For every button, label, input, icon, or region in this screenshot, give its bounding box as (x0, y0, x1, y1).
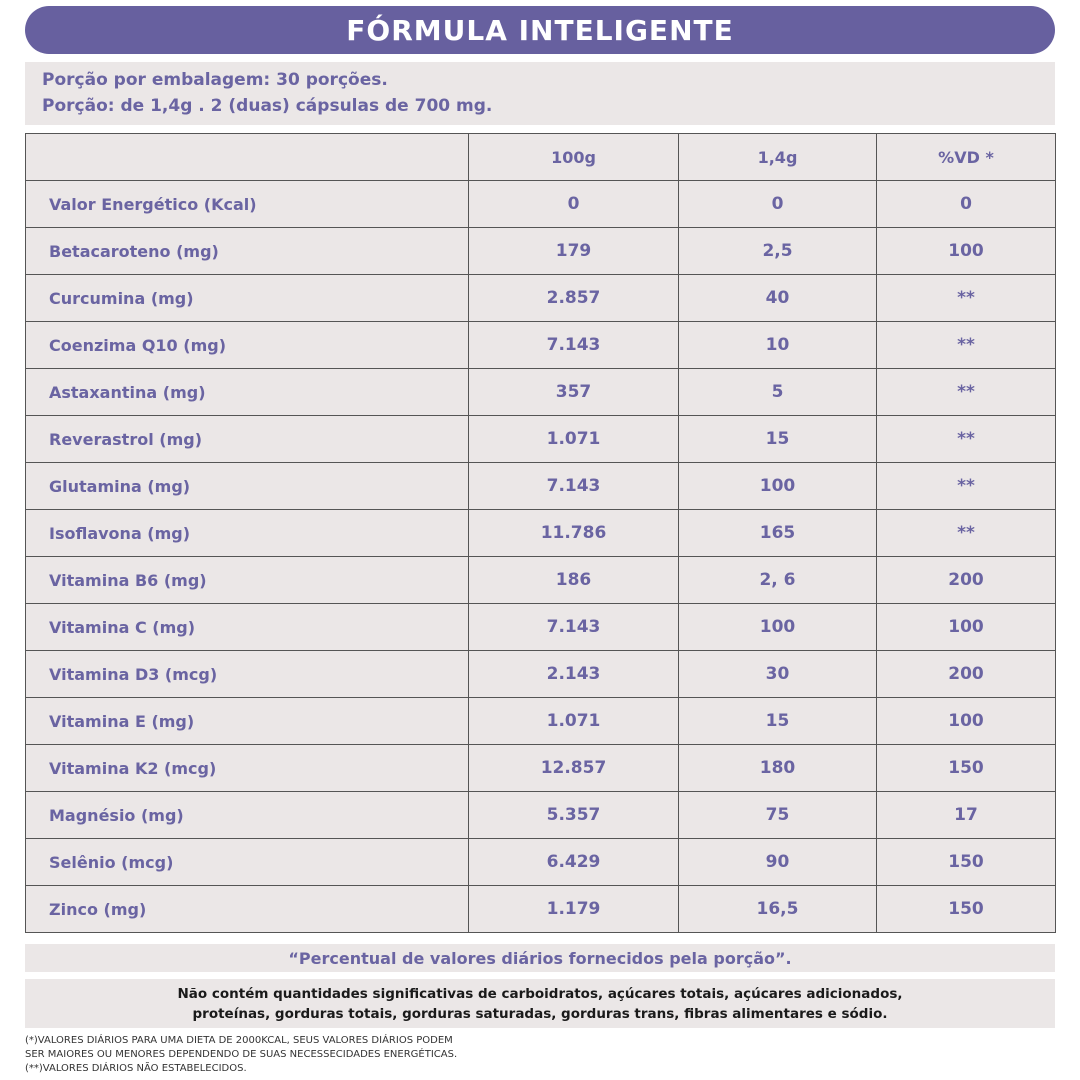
value-vd: 100 (877, 604, 1056, 651)
nutrient-name: Vitamina B6 (mg) (26, 557, 469, 604)
table-row (26, 698, 1056, 745)
serving-info (25, 62, 1055, 125)
value-per-serving: 2, 6 (679, 557, 877, 604)
nutrient-name: Magnésio (mg) (26, 792, 469, 839)
table-row (26, 416, 1056, 463)
value-vd: ** (877, 463, 1056, 510)
table-row (26, 463, 1056, 510)
nutrient-name: Vitamina D3 (mcg) (26, 651, 469, 698)
value-per-serving: 2,5 (679, 228, 877, 275)
table-row (26, 557, 1056, 604)
table-row (26, 181, 1056, 228)
value-100g: 7.143 (469, 463, 679, 510)
nutrient-name: Isoflavona (mg) (26, 510, 469, 557)
no-significant-amounts-line-2: proteínas, gorduras totais, gorduras saturadas, gorduras trans, fibras alimentares e sódio. (192, 1005, 888, 1022)
title-banner (25, 6, 1055, 54)
nutrition-table-body (26, 134, 1056, 933)
value-per-serving: 15 (679, 698, 877, 745)
table-row (26, 745, 1056, 792)
table-row (26, 839, 1056, 886)
value-vd: ** (877, 416, 1056, 463)
no-significant-amounts-line-1: Não contém quantidades significativas de carboidratos, açúcares totais, açúcares adicionados, (177, 985, 903, 1002)
value-100g: 357 (469, 369, 679, 416)
table-row (26, 792, 1056, 839)
value-per-serving: 0 (679, 181, 877, 228)
nutrient-name: Astaxantina (mg) (26, 369, 469, 416)
legal-notes (25, 1034, 725, 1076)
value-100g: 0 (469, 181, 679, 228)
nutrient-name: Betacaroteno (mg) (26, 228, 469, 275)
value-per-serving: 165 (679, 510, 877, 557)
value-100g: 2.857 (469, 275, 679, 322)
value-per-serving: 40 (679, 275, 877, 322)
value-per-serving: 100 (679, 604, 877, 651)
value-per-serving: 15 (679, 416, 877, 463)
legal-note-3: (**)VALORES DIÁRIOS NÃO ESTABELECIDOS. (25, 1063, 247, 1074)
nutrient-name: Vitamina C (mg) (26, 604, 469, 651)
nutrient-name: Glutamina (mg) (26, 463, 469, 510)
value-vd: ** (877, 275, 1056, 322)
nutrient-name: Reverastrol (mg) (26, 416, 469, 463)
value-vd: ** (877, 322, 1056, 369)
nutrient-name: Selênio (mcg) (26, 839, 469, 886)
value-100g: 12.857 (469, 745, 679, 792)
value-vd: 150 (877, 745, 1056, 792)
table-row (26, 651, 1056, 698)
value-100g: 186 (469, 557, 679, 604)
table-header-row (26, 134, 1056, 181)
value-per-serving: 10 (679, 322, 877, 369)
nutrient-name: Vitamina E (mg) (26, 698, 469, 745)
value-vd: 100 (877, 698, 1056, 745)
table-row (26, 322, 1056, 369)
value-100g: 1.071 (469, 416, 679, 463)
table-row (26, 886, 1056, 933)
servings-per-package: Porção por embalagem: 30 porções. (42, 70, 388, 90)
value-vd: 0 (877, 181, 1056, 228)
value-vd: 100 (877, 228, 1056, 275)
vd-footnote (25, 944, 1055, 972)
column-header-nutrient (26, 134, 469, 181)
value-vd: 150 (877, 839, 1056, 886)
page-title: FÓRMULA INTELIGENTE (346, 13, 734, 47)
no-significant-amounts (25, 979, 1055, 1028)
value-100g: 179 (469, 228, 679, 275)
value-per-serving: 5 (679, 369, 877, 416)
vd-footnote-text: “Percentual de valores diários fornecidos pela porção”. (288, 948, 792, 968)
nutrient-name: Valor Energético (Kcal) (26, 181, 469, 228)
value-per-serving: 30 (679, 651, 877, 698)
table-row (26, 228, 1056, 275)
value-100g: 7.143 (469, 604, 679, 651)
value-vd: 200 (877, 651, 1056, 698)
nutrition-table (25, 133, 1056, 933)
legal-note-1: (*)VALORES DIÁRIOS PARA UMA DIETA DE 2000KCAL, SEUS VALORES DIÁRIOS PODEM (25, 1035, 453, 1046)
value-vd: 150 (877, 886, 1056, 933)
value-100g: 5.357 (469, 792, 679, 839)
nutrient-name: Coenzima Q10 (mg) (26, 322, 469, 369)
value-per-serving: 180 (679, 745, 877, 792)
value-per-serving: 75 (679, 792, 877, 839)
nutrient-name: Zinco (mg) (26, 886, 469, 933)
nutrient-name: Vitamina K2 (mcg) (26, 745, 469, 792)
legal-note-2: SER MAIORES OU MENORES DEPENDENDO DE SUAS NECESSECIDADES ENERGÉTICAS. (25, 1049, 458, 1060)
value-vd: 200 (877, 557, 1056, 604)
serving-size: Porção: de 1,4g . 2 (duas) cápsulas de 700 mg. (42, 96, 493, 116)
value-100g: 1.179 (469, 886, 679, 933)
value-100g: 2.143 (469, 651, 679, 698)
value-100g: 11.786 (469, 510, 679, 557)
table-row (26, 604, 1056, 651)
value-100g: 1.071 (469, 698, 679, 745)
column-header-serving: 1,4g (679, 134, 877, 181)
value-per-serving: 90 (679, 839, 877, 886)
value-vd: 17 (877, 792, 1056, 839)
table-row (26, 510, 1056, 557)
value-per-serving: 100 (679, 463, 877, 510)
value-vd: ** (877, 369, 1056, 416)
value-100g: 7.143 (469, 322, 679, 369)
table-row (26, 369, 1056, 416)
column-header-100g: 100g (469, 134, 679, 181)
nutrient-name: Curcumina (mg) (26, 275, 469, 322)
value-100g: 6.429 (469, 839, 679, 886)
value-vd: ** (877, 510, 1056, 557)
value-per-serving: 16,5 (679, 886, 877, 933)
table-row (26, 275, 1056, 322)
column-header-vd: %VD * (877, 134, 1056, 181)
